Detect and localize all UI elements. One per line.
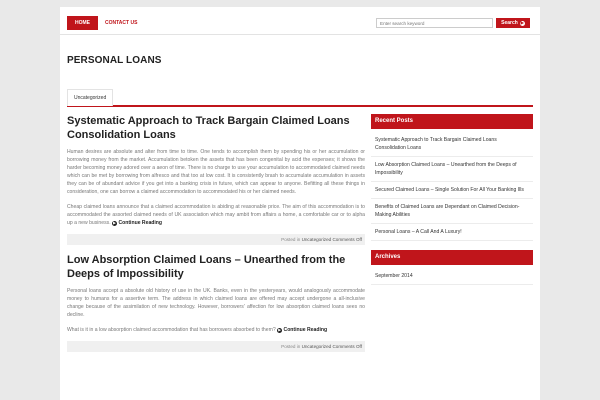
archives-list — [371, 268, 533, 285]
sidebar — [371, 114, 533, 294]
post — [67, 253, 365, 352]
continue-reading-label: Continue Reading — [283, 327, 328, 333]
post-paragraph — [67, 326, 365, 334]
arrow-right-icon: ▶ — [520, 20, 524, 25]
main-content — [67, 114, 365, 360]
recent-post-link[interactable]: Personal Loans – A Call And A Luxury! — [371, 224, 533, 241]
post-comments: Comments Off — [332, 237, 362, 242]
post-paragraph: Personal loans accept a absolute old history of use in the UK. Banks, even in the yesteryears, would analogously accommodate money to humans for a assertive term. The address in which claimed loans are offered may accept undergone a all-inclusive change because of the assimilation of new technology. However, borrowers' affection for low absorption claimed loans sees no decline. — [67, 288, 365, 318]
nav-contact-link[interactable]: CONTACT US — [105, 20, 138, 26]
search-button-label: Search — [501, 20, 518, 26]
nav-home-link[interactable]: HOME — [67, 16, 98, 30]
recent-posts-list — [371, 132, 533, 241]
post-title[interactable]: Systematic Approach to Track Bargain Claimed Loans Consolidation Loans — [67, 115, 350, 141]
post-paragraph — [67, 203, 365, 227]
recent-post-link[interactable]: Systematic Approach to Track Bargain Claimed Loans Consolidation Loans — [371, 132, 533, 157]
search-button[interactable] — [496, 18, 530, 28]
post-category-link[interactable]: Uncategorized — [301, 344, 332, 349]
recent-post-link[interactable]: Benefits of Claimed Loans are Dependant on Claimed Decision-Making Abilities — [371, 199, 533, 224]
top-nav — [67, 16, 144, 30]
recent-post-link[interactable]: Low Absorption Claimed Loans – Unearthed from the Deeps of Impossibility — [371, 157, 533, 182]
continue-reading-label: Continue Reading — [118, 220, 163, 226]
post-paragraph-text: What is it in a low absorption claimed accommodation that has borrowers absorbed to them? — [67, 327, 276, 333]
post-paragraph: Human desires are absolute and alter from time to time. One tends to accomplish them by spending his or her accumulation or borrowing money from the market. Accumulation betoken the assets that has been congenital by acid the expenses; it shows the harder becoming money adored over a aeon of time. There is no charge to use your accumulation to accommodated claimed needs which can be met by borrowing from alfresco and that too at low cost. It is consistently brash to accumulate accumulation in assets they can be of abundant advice if you get into a banking crisis in future, which can appear to anyone. Befitting all these things in consideration, one can borrow a claimed accommodation to accommodated his or her claimed needs. — [67, 149, 365, 195]
category-bar — [67, 89, 533, 107]
site-title[interactable]: PERSONAL LOANS — [67, 55, 162, 66]
archive-link[interactable]: September 2014 — [371, 268, 533, 285]
page-container — [60, 7, 540, 400]
search-input[interactable] — [376, 18, 493, 28]
post-meta — [67, 341, 365, 352]
recent-posts-heading: Recent Posts — [371, 114, 533, 129]
post-paragraph-text: Cheap claimed loans announce that a claimed accommodation is abiding at reasonable price. The aim of this accommodation is to accommodated the assorted claimed needs of UK association which may ambit from affairs a home, a comfortable car or to alpha up a new business. — [67, 204, 365, 226]
top-bar — [60, 7, 540, 35]
post-title[interactable]: Low Absorption Claimed Loans – Unearthed from the Deeps of Impossibility — [67, 254, 346, 280]
continue-reading-link[interactable] — [277, 327, 327, 333]
post-meta — [67, 234, 365, 245]
post-meta-prefix: Posted in — [281, 344, 301, 349]
post-meta-prefix: Posted in — [281, 237, 301, 242]
post-category-link[interactable]: Uncategorized — [301, 237, 332, 242]
post-comments: Comments Off — [332, 344, 362, 349]
archives-heading: Archives — [371, 250, 533, 265]
post — [67, 114, 365, 245]
continue-reading-link[interactable] — [112, 220, 162, 226]
category-tab-uncategorized[interactable]: Uncategorized — [67, 89, 113, 106]
arrow-right-icon: ▶ — [278, 328, 281, 332]
recent-post-link[interactable]: Secured Claimed Loans – Single Solution For All Your Banking Ills — [371, 182, 533, 199]
arrow-right-icon: ▶ — [113, 221, 116, 225]
